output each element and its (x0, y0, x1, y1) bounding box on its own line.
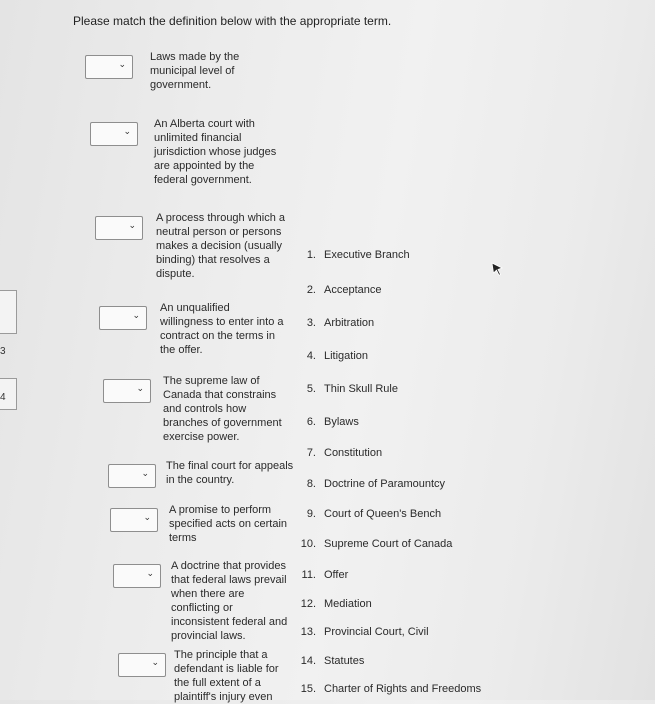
answer-dropdown[interactable] (103, 379, 151, 403)
option-item (300, 626, 429, 638)
option-number: 11. (301, 569, 316, 581)
option-item (300, 538, 453, 550)
chevron-down-icon: ⌄ (132, 310, 140, 320)
option-item (301, 569, 349, 581)
option-number: 4. (306, 350, 316, 362)
definition-text: An unqualified willingness to enter into a contract on the terms in the offer. (160, 302, 284, 356)
option-number: 15. (300, 683, 316, 695)
answer-dropdown[interactable] (118, 653, 166, 677)
answer-dropdown[interactable] (85, 55, 133, 79)
answer-dropdown[interactable] (108, 464, 156, 488)
option-number: 7. (306, 447, 316, 459)
option-item (306, 383, 398, 395)
definition-text: An Alberta court with unlimited financial jurisdiction whose judges are appointed by the federal government. (154, 118, 277, 186)
option-number: 3. (306, 317, 316, 329)
definition-text: A promise to perform specified acts on certain terms (169, 504, 288, 544)
option-number: 12. (300, 598, 316, 610)
option-label: Provincial Court, Civil (324, 626, 429, 638)
chevron-down-icon: ⌄ (123, 126, 131, 136)
option-item (306, 284, 382, 296)
option-label: Mediation (324, 598, 372, 610)
option-item (306, 350, 369, 362)
chevron-down-icon: ⌄ (136, 383, 144, 393)
option-number: 14. (300, 655, 316, 667)
definition-text: A doctrine that provides that federal laws prevail when there are conflicting or inconsistent federal and provincial laws. (171, 560, 288, 642)
option-number: 2. (306, 284, 316, 296)
option-number: 13. (300, 626, 316, 638)
option-label: Supreme Court of Canada (324, 538, 453, 550)
chevron-down-icon: ⌄ (151, 657, 159, 667)
option-number: 9. (306, 508, 316, 520)
question-instruction: Please match the definition below with the appropriate term. (73, 14, 392, 28)
edge-tab[interactable] (0, 290, 17, 334)
option-number: 8. (306, 478, 316, 490)
answer-dropdown[interactable] (90, 122, 138, 146)
option-item (300, 683, 482, 695)
option-label: Constitution (324, 447, 383, 459)
definition-text: The principle that a defendant is liable for the full extent of a plaintiff's injury even (174, 649, 279, 703)
chevron-down-icon: ⌄ (128, 220, 136, 230)
option-label: Acceptance (324, 284, 382, 296)
definition-text: The supreme law of Canada that constrains and controls how branches of government exercise power. (163, 375, 282, 443)
edge-label: 3 (0, 346, 6, 357)
option-label: Bylaws (324, 416, 359, 428)
option-label: Litigation (324, 350, 369, 362)
option-label: Executive Branch (324, 249, 410, 261)
chevron-down-icon: ⌄ (143, 512, 151, 522)
chevron-down-icon: ⌄ (146, 568, 154, 578)
option-number: 1. (306, 249, 316, 261)
option-item (300, 598, 372, 610)
option-label: Offer (324, 569, 349, 581)
definition-text: A process through which a neutral person or persons makes a decision (usually binding) that resolves a dispute. (156, 212, 286, 280)
option-number: 5. (306, 383, 316, 395)
option-number: 10. (300, 538, 316, 550)
option-item (306, 508, 442, 520)
option-item (306, 317, 375, 329)
option-label: Charter of Rights and Freedoms (324, 683, 482, 695)
answer-dropdown[interactable] (95, 216, 143, 240)
option-item (300, 655, 365, 667)
option-label: Court of Queen's Bench (324, 508, 442, 520)
answer-dropdown[interactable] (99, 306, 147, 330)
option-label: Statutes (324, 655, 365, 667)
chevron-down-icon: ⌄ (118, 59, 126, 69)
option-item (306, 416, 359, 428)
option-item (306, 447, 383, 459)
option-label: Arbitration (324, 317, 375, 329)
left-edge-panel (0, 0, 22, 700)
option-item (306, 249, 410, 261)
option-item (306, 478, 446, 490)
option-number: 6. (306, 416, 316, 428)
chevron-down-icon: ⌄ (141, 468, 149, 478)
option-label: Thin Skull Rule (324, 383, 398, 395)
answer-dropdown[interactable] (110, 508, 158, 532)
option-label: Doctrine of Paramountcy (324, 478, 446, 490)
mouse-cursor-icon (490, 262, 504, 276)
definition-text: Laws made by the municipal level of government. (150, 51, 240, 91)
definition-text: The final court for appeals in the country. (166, 460, 294, 486)
answer-dropdown[interactable] (113, 564, 161, 588)
edge-label: 4 (0, 392, 6, 403)
